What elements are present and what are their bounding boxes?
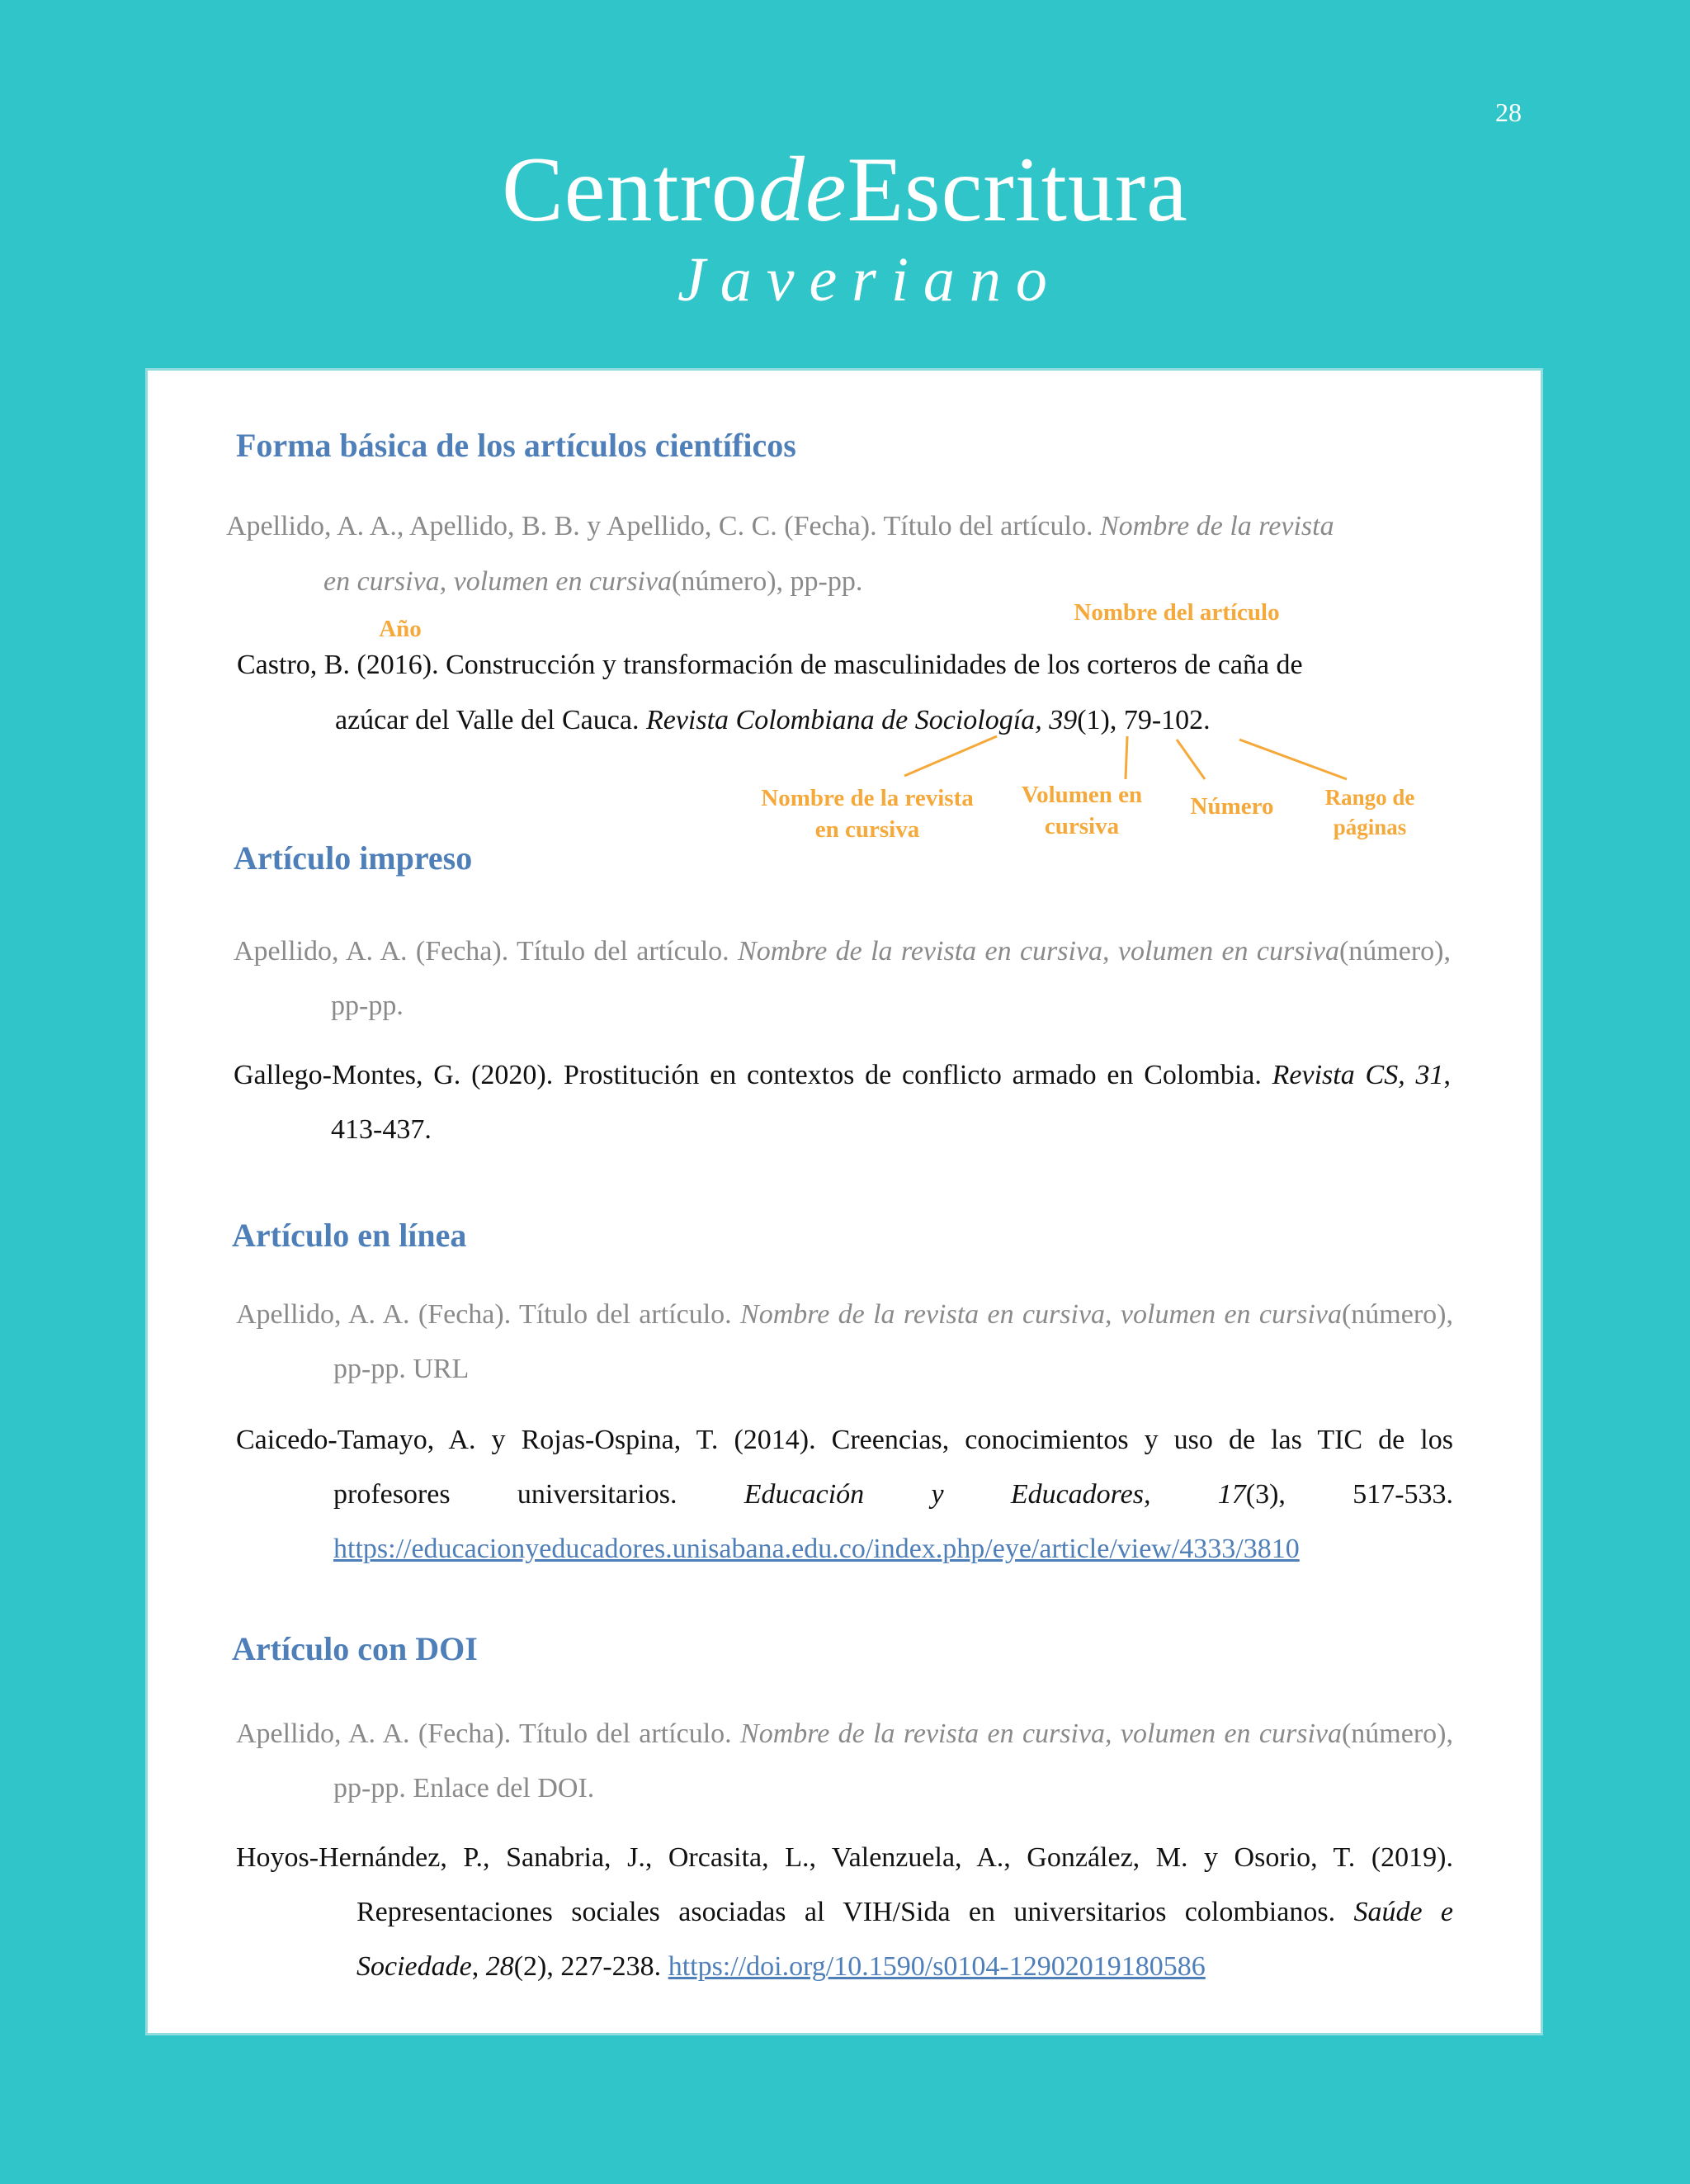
printed-template: Apellido, A. A. (Fecha). Título del artículo. Nombre de la revista en cursiva, volumen en cursiva(número), pp-pp.: [234, 936, 1451, 1021]
annotation-year: Año: [379, 616, 422, 642]
heading-printed-article: Artículo impreso: [234, 839, 473, 877]
leader-number: [1177, 740, 1205, 779]
annotation-number: Número: [1190, 793, 1274, 820]
heading-basic-form: Forma básica de los artículos científicos: [236, 427, 796, 464]
annotation-article-name: Nombre del artículo: [1074, 599, 1280, 626]
doi-example: Hoyos-Hernández, P., Sanabria, J., Orcasita, L., Valenzuela, A., González, M. y Osorio, T. (2019). Representaciones sociales asociadas al VIH/Sida en universitarios colombianos. Saúde e Sociedade, 28(2), 227-238. https://doi.org/10.1590/s0104-12902019180586: [236, 1842, 1453, 1982]
annotation-page-range: Rango de páginas: [1324, 785, 1415, 839]
printed-example: Gallego-Montes, G. (2020). Prostitución en contextos de conflicto armado en Colombia. Revista CS, 31, 413-437.: [234, 1060, 1451, 1145]
logo-wordmark: CentrodeEscritura: [502, 139, 1188, 241]
leader-volume: [1126, 736, 1127, 779]
doi-template: Apellido, A. A. (Fecha). Título del artículo. Nombre de la revista en cursiva, volumen en cursiva(número), pp-pp. Enlace del DOI.: [236, 1718, 1453, 1803]
online-example: Caicedo-Tamayo, A. y Rojas-Ospina, T. (2014). Creencias, conocimientos y uso de las TIC de los profesores universitarios. Educación y Educadores, 17(3), 517-533. https://educacionyeducadores.unisabana.edu.co/index.php/eye/article/view/4333/3810: [236, 1425, 1454, 1564]
basic-template-line1: Apellido, A. A., Apellido, B. B. y Apellido, C. C. (Fecha). Título del artículo. Nombre de la revista: [226, 511, 1334, 541]
heading-doi-article: Artículo con DOI: [232, 1630, 478, 1667]
logo-subtitle: Javeriano: [677, 245, 1062, 314]
annotation-volume: Volumen en cursiva: [1021, 782, 1143, 839]
basic-example-line1: Castro, B. (2016). Construcción y transformación de masculinidades de los corteros de caña de: [237, 650, 1303, 680]
annotation-journal-name: Nombre de la revista en cursiva: [761, 785, 974, 843]
basic-example-line2: azúcar del Valle del Cauca. Revista Colombiana de Sociología, 39(1), 79-102.: [335, 705, 1211, 735]
leader-journal-name: [904, 736, 997, 776]
online-template: Apellido, A. A. (Fecha). Título del artículo. Nombre de la revista en cursiva, volumen en cursiva(número), pp-pp. URL: [236, 1299, 1453, 1384]
page-number: 28: [1495, 97, 1522, 127]
doi-example-link[interactable]: https://doi.org/10.1590/s0104-12902019180586: [668, 1951, 1206, 1982]
online-example-url-link[interactable]: https://educacionyeducadores.unisabana.edu.co/index.php/eye/article/view/4333/3810: [333, 1534, 1300, 1564]
basic-template-line2: en cursiva, volumen en cursiva(número), pp-pp.: [323, 566, 863, 597]
leader-page-range: [1239, 740, 1347, 779]
heading-online-article: Artículo en línea: [232, 1217, 467, 1254]
